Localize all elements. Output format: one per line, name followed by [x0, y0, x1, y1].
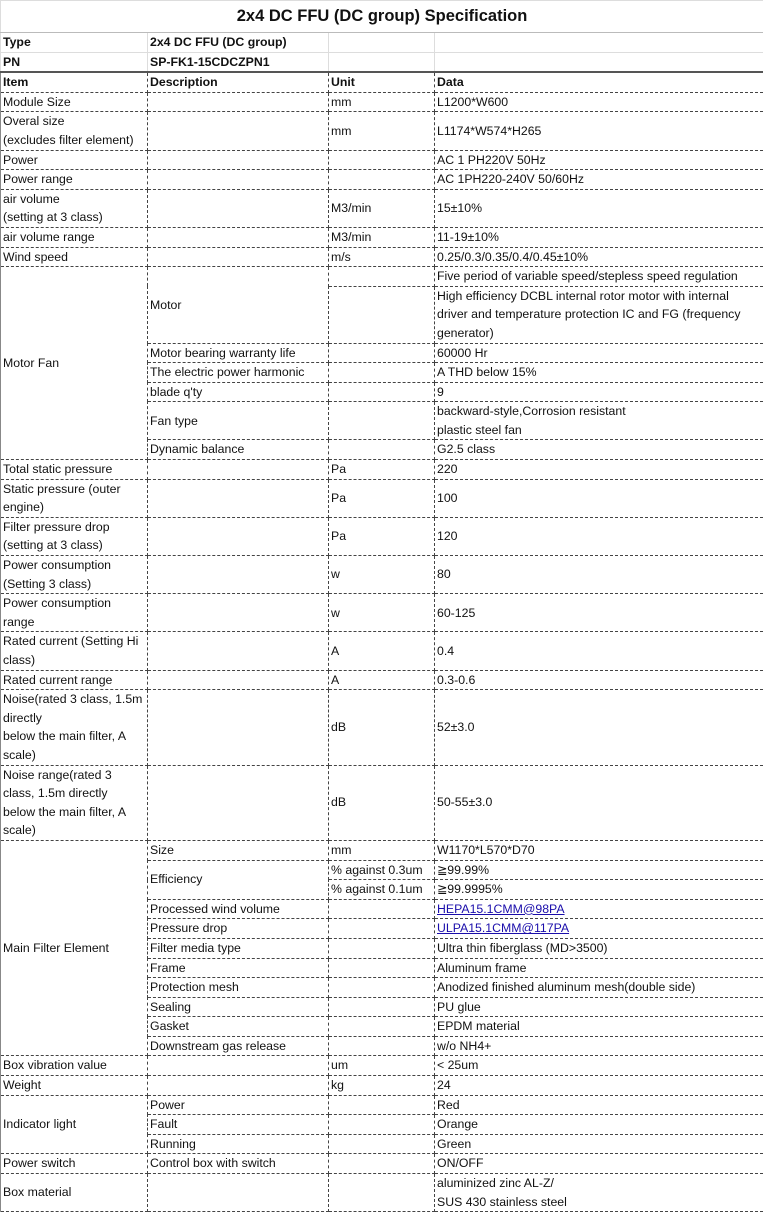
unit-cell: M3/min — [329, 227, 435, 247]
data-cell: A THD below 15% — [435, 363, 763, 383]
group-item-cell: Indicator light — [1, 1095, 148, 1154]
unit-cell — [329, 978, 435, 998]
table-row — [1, 1154, 763, 1174]
pn-label: PN — [1, 52, 148, 72]
item-cell: Box material — [1, 1174, 148, 1212]
unit-cell: Pa — [329, 460, 435, 480]
header-item: Item — [1, 72, 148, 92]
unit-cell — [329, 1134, 435, 1154]
item-cell: Power range — [1, 170, 148, 190]
unit-cell — [329, 997, 435, 1017]
table-row — [1, 267, 763, 287]
unit-cell — [329, 1154, 435, 1174]
table-row — [1, 170, 763, 190]
description-cell: Motor — [148, 267, 329, 343]
data-cell: 80 — [435, 556, 763, 594]
unit-cell — [329, 1017, 435, 1037]
table-row — [1, 632, 763, 670]
description-cell — [148, 1056, 329, 1076]
description-cell — [148, 227, 329, 247]
description-cell — [148, 170, 329, 190]
data-cell: ≧99.99% — [435, 860, 763, 880]
page-title: 2x4 DC FFU (DC group) Specification — [1, 1, 763, 33]
data-cell: G2.5 class — [435, 440, 763, 460]
unit-cell — [329, 1095, 435, 1115]
description-cell: Power — [148, 1095, 329, 1115]
unit-cell — [329, 899, 435, 919]
group-item-cell: Main Filter Element — [1, 840, 148, 1056]
header-data: Data — [435, 72, 763, 92]
data-cell: High efficiency DCBL internal rotor motor with internal driver and temperature protection IC and FG (frequency generator) — [435, 286, 763, 343]
unit-cell — [329, 1036, 435, 1056]
data-cell: 11-19±10% — [435, 227, 763, 247]
table-row — [1, 189, 763, 227]
data-cell: 60-125 — [435, 594, 763, 632]
description-cell — [148, 189, 329, 227]
data-cell: < 25um — [435, 1056, 763, 1076]
description-cell: Motor bearing warranty life — [148, 343, 329, 363]
item-cell: Noise range(rated 3 class, 1.5m directly below the main filter, A scale) — [1, 765, 148, 840]
table-row — [1, 112, 763, 150]
data-link[interactable]: ULPA15.1CMM@117PA — [437, 921, 569, 935]
description-cell: Filter media type — [148, 938, 329, 958]
data-cell — [435, 919, 763, 939]
unit-cell — [329, 1115, 435, 1135]
type-value: 2x4 DC FFU (DC group) — [148, 33, 329, 53]
data-cell: W1170*L570*D70 — [435, 840, 763, 860]
description-cell — [148, 112, 329, 150]
table-row — [1, 92, 763, 112]
data-cell: 0.3-0.6 — [435, 670, 763, 690]
item-cell: Noise(rated 3 class, 1.5m directly below the main filter, A scale) — [1, 690, 148, 765]
description-cell — [148, 92, 329, 112]
item-cell: Overal size (excludes filter element) — [1, 112, 148, 150]
table-row — [1, 1076, 763, 1096]
description-cell — [148, 1174, 329, 1212]
group-item-cell: Motor Fan — [1, 267, 148, 460]
unit-cell: mm — [329, 112, 435, 150]
unit-cell — [329, 343, 435, 363]
data-link[interactable]: HEPA15.1CMM@98PA — [437, 902, 565, 916]
table-row — [1, 1174, 763, 1212]
data-cell: Red — [435, 1095, 763, 1115]
unit-cell: kg — [329, 1076, 435, 1096]
item-cell: Module Size — [1, 92, 148, 112]
description-cell: Downstream gas release — [148, 1036, 329, 1056]
item-cell: Power consumption range — [1, 594, 148, 632]
data-cell: Orange — [435, 1115, 763, 1135]
item-cell: Weight — [1, 1076, 148, 1096]
empty-cell — [435, 52, 763, 72]
data-cell: 0.4 — [435, 632, 763, 670]
data-cell: ≧99.9995% — [435, 880, 763, 900]
description-cell — [148, 594, 329, 632]
table-row — [1, 690, 763, 765]
unit-cell — [329, 382, 435, 402]
item-cell: Box vibration value — [1, 1056, 148, 1076]
data-cell: L1200*W600 — [435, 92, 763, 112]
unit-cell — [329, 363, 435, 383]
unit-cell — [329, 1174, 435, 1212]
unit-cell — [329, 286, 435, 343]
table-row — [1, 765, 763, 840]
table-row — [1, 556, 763, 594]
description-cell — [148, 556, 329, 594]
unit-cell — [329, 938, 435, 958]
unit-cell: dB — [329, 690, 435, 765]
description-cell: Gasket — [148, 1017, 329, 1037]
data-cell: L1174*W574*H265 — [435, 112, 763, 150]
description-cell — [148, 460, 329, 480]
data-cell: AC 1PH220-240V 50/60Hz — [435, 170, 763, 190]
description-cell — [148, 247, 329, 267]
data-cell: EPDM material — [435, 1017, 763, 1037]
item-cell: Static pressure (outer engine) — [1, 479, 148, 517]
description-cell: Sealing — [148, 997, 329, 1017]
unit-cell: dB — [329, 765, 435, 840]
item-cell: Filter pressure drop (setting at 3 class) — [1, 517, 148, 555]
table-row — [1, 247, 763, 267]
unit-cell — [329, 440, 435, 460]
unit-cell — [329, 919, 435, 939]
data-cell: 0.25/0.3/0.35/0.4/0.45±10% — [435, 247, 763, 267]
data-cell: Aluminum frame — [435, 958, 763, 978]
item-cell: Rated current (Setting Hi class) — [1, 632, 148, 670]
data-cell: Ultra thin fiberglass (MD>3500) — [435, 938, 763, 958]
table-row — [1, 1095, 763, 1115]
table-row — [1, 479, 763, 517]
description-cell — [148, 150, 329, 170]
description-cell — [148, 517, 329, 555]
unit-cell: w — [329, 594, 435, 632]
unit-cell — [329, 170, 435, 190]
data-cell: 220 — [435, 460, 763, 480]
table-row — [1, 150, 763, 170]
table-row — [1, 227, 763, 247]
empty-cell — [329, 33, 435, 53]
description-cell: Processed wind volume — [148, 899, 329, 919]
data-cell: Five period of variable speed/stepless speed regulation — [435, 267, 763, 287]
description-cell — [148, 670, 329, 690]
data-cell: 52±3.0 — [435, 690, 763, 765]
description-cell: Fault — [148, 1115, 329, 1135]
unit-cell: w — [329, 556, 435, 594]
data-cell: 120 — [435, 517, 763, 555]
unit-cell: A — [329, 670, 435, 690]
unit-cell: Pa — [329, 517, 435, 555]
data-cell: Green — [435, 1134, 763, 1154]
unit-cell — [329, 958, 435, 978]
item-cell: Power consumption (Setting 3 class) — [1, 556, 148, 594]
item-cell: air volume range — [1, 227, 148, 247]
data-cell — [435, 899, 763, 919]
type-row — [1, 33, 763, 53]
description-cell: The electric power harmonic — [148, 363, 329, 383]
item-cell: Total static pressure — [1, 460, 148, 480]
table-row — [1, 460, 763, 480]
description-cell: Fan type — [148, 402, 329, 440]
description-cell — [148, 632, 329, 670]
unit-cell: m/s — [329, 247, 435, 267]
unit-cell: % against 0.3um — [329, 860, 435, 880]
data-cell: ON/OFF — [435, 1154, 763, 1174]
unit-cell — [329, 267, 435, 287]
unit-cell: mm — [329, 92, 435, 112]
table-row — [1, 1056, 763, 1076]
unit-cell — [329, 402, 435, 440]
description-cell: blade q'ty — [148, 382, 329, 402]
description-cell: Frame — [148, 958, 329, 978]
data-cell: 9 — [435, 382, 763, 402]
table-row — [1, 594, 763, 632]
table-row — [1, 670, 763, 690]
description-cell: Size — [148, 840, 329, 860]
description-cell: Protection mesh — [148, 978, 329, 998]
description-cell: Running — [148, 1134, 329, 1154]
unit-cell — [329, 150, 435, 170]
unit-cell: M3/min — [329, 189, 435, 227]
item-cell: Power — [1, 150, 148, 170]
table-row — [1, 840, 763, 860]
unit-cell: Pa — [329, 479, 435, 517]
data-cell: AC 1 PH220V 50Hz — [435, 150, 763, 170]
data-cell: 24 — [435, 1076, 763, 1096]
description-cell — [148, 765, 329, 840]
pn-value: SP-FK1-15CDCZPN1 — [148, 52, 329, 72]
data-cell: PU glue — [435, 997, 763, 1017]
description-cell: Pressure drop — [148, 919, 329, 939]
item-cell: Wind speed — [1, 247, 148, 267]
unit-cell: % against 0.1um — [329, 880, 435, 900]
data-cell: backward-style,Corrosion resistant plastic steel fan — [435, 402, 763, 440]
header-row — [1, 72, 763, 92]
unit-cell: um — [329, 1056, 435, 1076]
header-description: Description — [148, 72, 329, 92]
unit-cell: mm — [329, 840, 435, 860]
item-cell: Rated current range — [1, 670, 148, 690]
table-row — [1, 517, 763, 555]
type-label: Type — [1, 33, 148, 53]
empty-cell — [329, 52, 435, 72]
data-cell: Anodized finished aluminum mesh(double side) — [435, 978, 763, 998]
data-cell: 50-55±3.0 — [435, 765, 763, 840]
pn-row — [1, 52, 763, 72]
unit-cell: A — [329, 632, 435, 670]
item-cell: Power switch — [1, 1154, 148, 1174]
data-cell: w/o NH4+ — [435, 1036, 763, 1056]
item-cell: air volume (setting at 3 class) — [1, 189, 148, 227]
description-cell: Efficiency — [148, 860, 329, 899]
data-cell: 60000 Hr — [435, 343, 763, 363]
header-unit: Unit — [329, 72, 435, 92]
data-cell: 15±10% — [435, 189, 763, 227]
title-row — [1, 1, 763, 33]
data-cell: 100 — [435, 479, 763, 517]
description-cell — [148, 1076, 329, 1096]
description-cell — [148, 690, 329, 765]
description-cell: Dynamic balance — [148, 440, 329, 460]
data-cell: aluminized zinc AL-Z/ SUS 430 stainless steel — [435, 1174, 763, 1212]
description-cell — [148, 479, 329, 517]
empty-cell — [435, 33, 763, 53]
description-cell: Control box with switch — [148, 1154, 329, 1174]
